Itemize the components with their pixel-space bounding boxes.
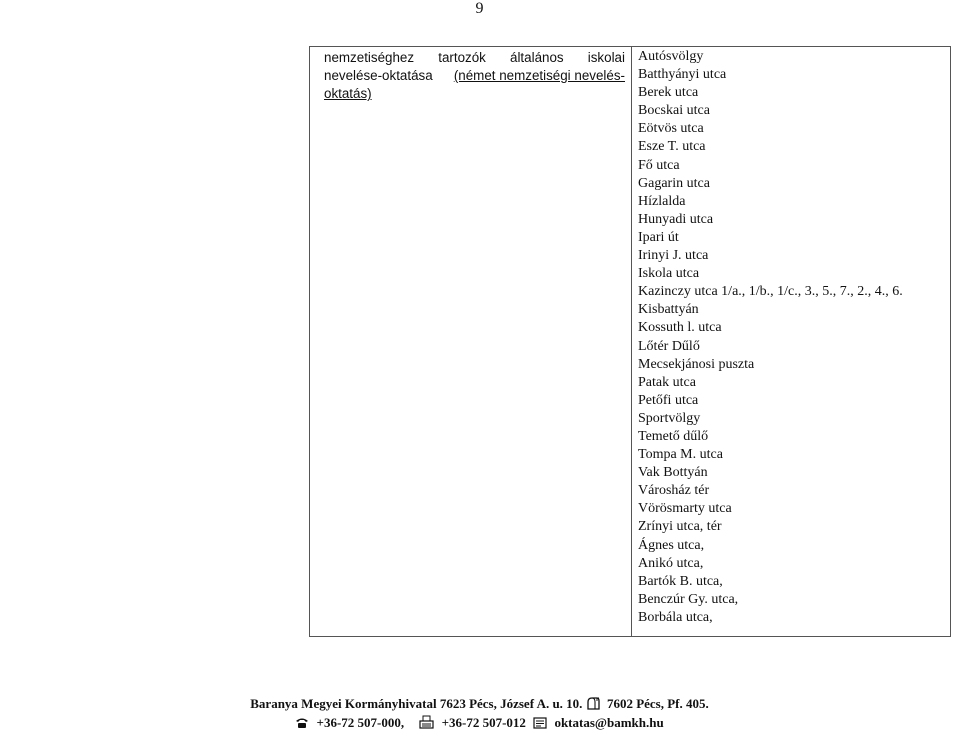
- street-item: Anikó utca,: [638, 555, 704, 571]
- street-list: [632, 47, 950, 627]
- street-item: Patak utca: [638, 374, 696, 390]
- street-item: Kossuth l. utca: [638, 320, 722, 336]
- street-item: Iskola utca: [638, 266, 700, 282]
- street-item: Hunyadi utca: [638, 211, 714, 227]
- street-item: Bocskai utca: [638, 103, 710, 119]
- street-item: Lőtér Dűlő: [638, 338, 700, 354]
- street-item: Vörösmarty utca: [638, 501, 732, 517]
- street-item: Sportvölgy: [638, 410, 701, 426]
- street-item: Vak Bottyán: [638, 465, 708, 481]
- footer-po-box: 7602 Pécs, Pf. 405.: [606, 696, 709, 711]
- street-item: Zrínyi utca, tér: [638, 519, 722, 535]
- street-item: Esze T. utca: [638, 139, 706, 155]
- street-item: Kazinczy utca 1/a., 1/b., 1/c., 3., 5., 7., 2., 4., 6.: [638, 284, 903, 300]
- street-item: Autósvölgy: [638, 49, 704, 64]
- description-underlined: (német nemzetiségi nevelés-: [453, 68, 625, 83]
- description-underlined: oktatás): [324, 86, 372, 101]
- street-item: Mecsekjánosi puszta: [638, 356, 755, 372]
- school-description: [310, 47, 631, 103]
- description-word: iskolai: [587, 50, 625, 65]
- street-item: Kisbattyán: [638, 302, 699, 318]
- description-word: tartozók: [438, 50, 486, 65]
- street-item: Eötvös utca: [638, 121, 704, 137]
- street-item: Városház tér: [638, 483, 710, 499]
- address-table: [309, 46, 951, 637]
- street-item: Benczúr Gy. utca,: [638, 591, 739, 607]
- footer-contact-line: [0, 715, 959, 733]
- street-item: Gagarin utca: [638, 175, 710, 191]
- street-list-cell: [632, 47, 951, 637]
- description-text: nevelése-oktatása: [324, 68, 433, 83]
- school-description-cell: [310, 47, 632, 637]
- page-number: 9: [475, 0, 484, 17]
- description-word: nemzetiséghez: [324, 50, 415, 65]
- footer-email[interactable]: oktatas@bamkh.hu: [554, 715, 664, 730]
- street-item: Ipari út: [638, 229, 679, 245]
- fax-icon: [419, 715, 434, 733]
- street-item: Ágnes utca,: [638, 537, 705, 553]
- footer-fax: +36-72 507-012: [441, 715, 526, 730]
- street-item: Petőfi utca: [638, 392, 699, 408]
- street-item: Borbála utca,: [638, 609, 713, 625]
- street-item: Fő utca: [638, 157, 680, 173]
- street-item: Temető dűlő: [638, 428, 709, 444]
- footer-phone: +36-72 507-000,: [316, 715, 405, 730]
- street-item: Batthyányi utca: [638, 67, 727, 83]
- phone-icon: [295, 717, 309, 733]
- description-line-3: [324, 85, 625, 103]
- description-word: általános: [510, 50, 564, 65]
- email-icon: [533, 717, 547, 733]
- mailbox-icon: [586, 697, 600, 714]
- footer-address: Baranya Megyei Kormányhivatal 7623 Pécs, József A. u. 10.: [250, 696, 583, 711]
- street-item: Irinyi J. utca: [638, 248, 709, 264]
- table-row: [310, 47, 951, 637]
- street-item: Tompa M. utca: [638, 447, 723, 463]
- street-item: Berek utca: [638, 85, 699, 101]
- description-line-1: [324, 49, 625, 67]
- description-line-2: [324, 67, 625, 85]
- street-item: Bartók B. utca,: [638, 573, 723, 589]
- street-item: Hízlalda: [638, 193, 686, 209]
- footer-address-line: [0, 696, 959, 714]
